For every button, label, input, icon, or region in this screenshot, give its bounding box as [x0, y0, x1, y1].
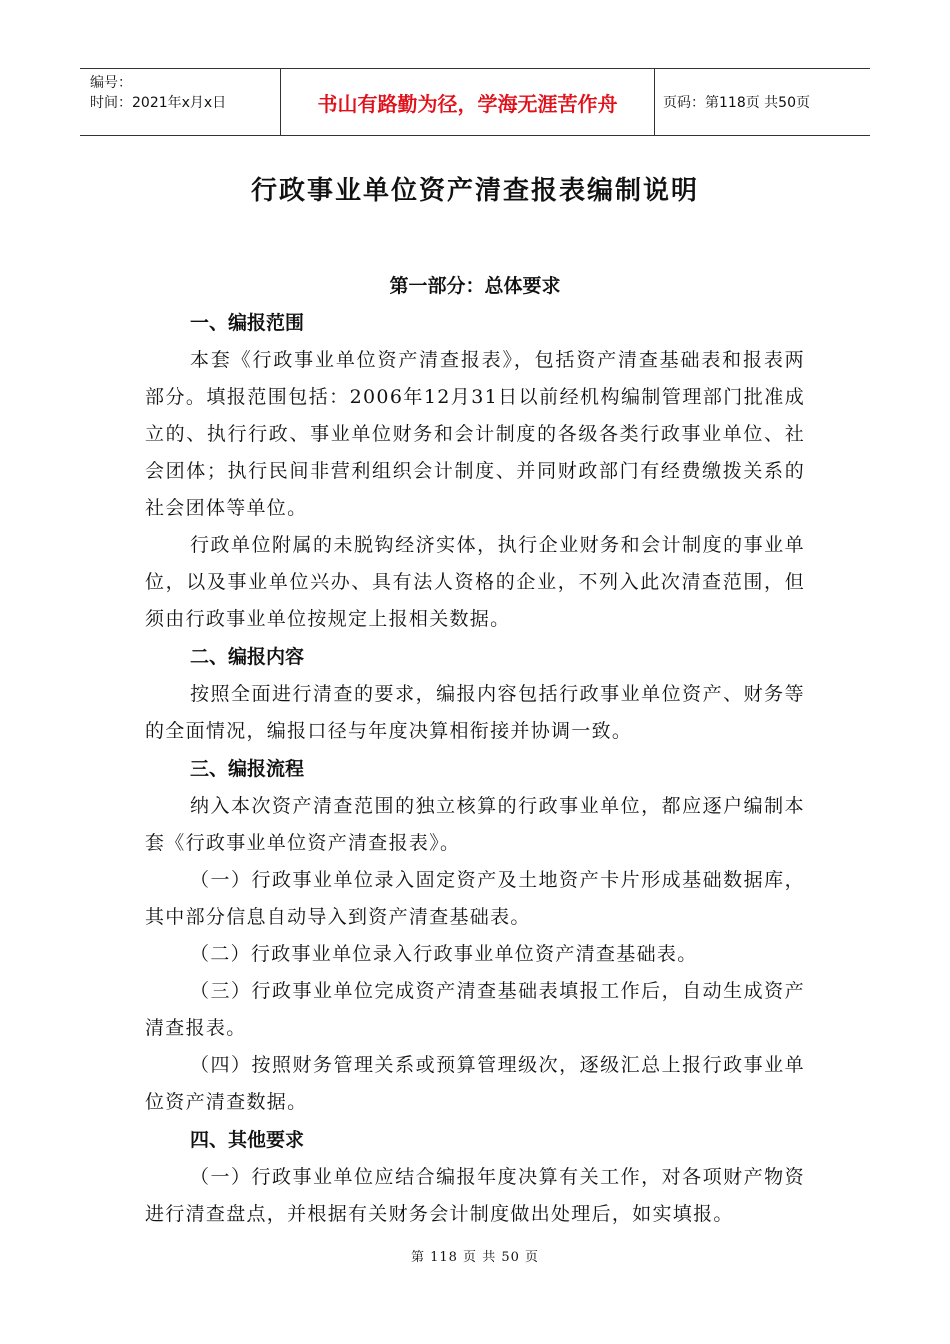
section-title-process: 三、编报流程 [190, 758, 305, 780]
page-header [80, 68, 870, 136]
document-body [145, 268, 805, 1233]
paragraph: （三）行政事业单位完成资产清查基础表填报工作后，自动生成资产清查报表。 [145, 980, 805, 1039]
page-info-text: 页码：第118页 共50页 [663, 95, 810, 111]
paragraph: （一）行政事业单位录入固定资产及土地资产卡片形成基础数据库，其中部分信息自动导入到资产清查基础表。 [145, 869, 805, 928]
section-title-content: 二、编报内容 [190, 646, 305, 668]
document-title: 行政事业单位资产清查报表编制说明 [250, 176, 699, 206]
paragraph: 本套《行政事业单位资产清查报表》，包括资产清查基础表和报表两部分。填报范围包括：2006年12月31日以前经机构编制管理部门批准成立的、执行行政、事业单位财务和会计制度的各级各类行政事业单位、社会团体；执行民间非营利组织会计制度、并同财政部门有经费缴拨关系的社会团体等单位。 [145, 349, 805, 519]
header-page-info [655, 69, 870, 135]
header-motto [280, 69, 655, 135]
paragraph: 按照全面进行清查的要求，编报内容包括行政事业单位资产、财务等的全面情况，编报口径与年度决算相衔接并协调一致。 [145, 683, 805, 742]
number-label: 编号： [90, 75, 132, 91]
paragraph: （一）行政事业单位应结合编报年度决算有关工作，对各项财产物资进行清查盘点，并根据有关财务会计制度做出处理后，如实填报。 [145, 1166, 805, 1225]
paragraph: （二）行政事业单位录入行政事业单位资产清查基础表。 [190, 943, 698, 965]
paragraph: 行政单位附属的未脱钩经济实体，执行企业财务和会计制度的事业单位，以及事业单位兴办、具有法人资格的企业，不列入此次清查范围，但须由行政事业单位按规定上报相关数据。 [145, 534, 805, 630]
header-meta [80, 69, 280, 135]
date-label: 时间：2021年x月x日 [90, 95, 227, 111]
page-footer: 第 118 页 共 50 页 [410, 1250, 540, 1265]
paragraph: （四）按照财务管理关系或预算管理级次，逐级汇总上报行政事业单位资产清查数据。 [145, 1054, 805, 1113]
section-title-scope: 一、编报范围 [190, 312, 305, 334]
paragraph: 纳入本次资产清查范围的独立核算的行政事业单位，都应逐户编制本套《行政事业单位资产清查报表》。 [145, 795, 805, 854]
section-title-other: 四、其他要求 [190, 1129, 305, 1151]
motto-text: 书山有路勤为径，学海无涯苦作舟 [317, 91, 618, 116]
part-title: 第一部分：总体要求 [389, 275, 561, 297]
